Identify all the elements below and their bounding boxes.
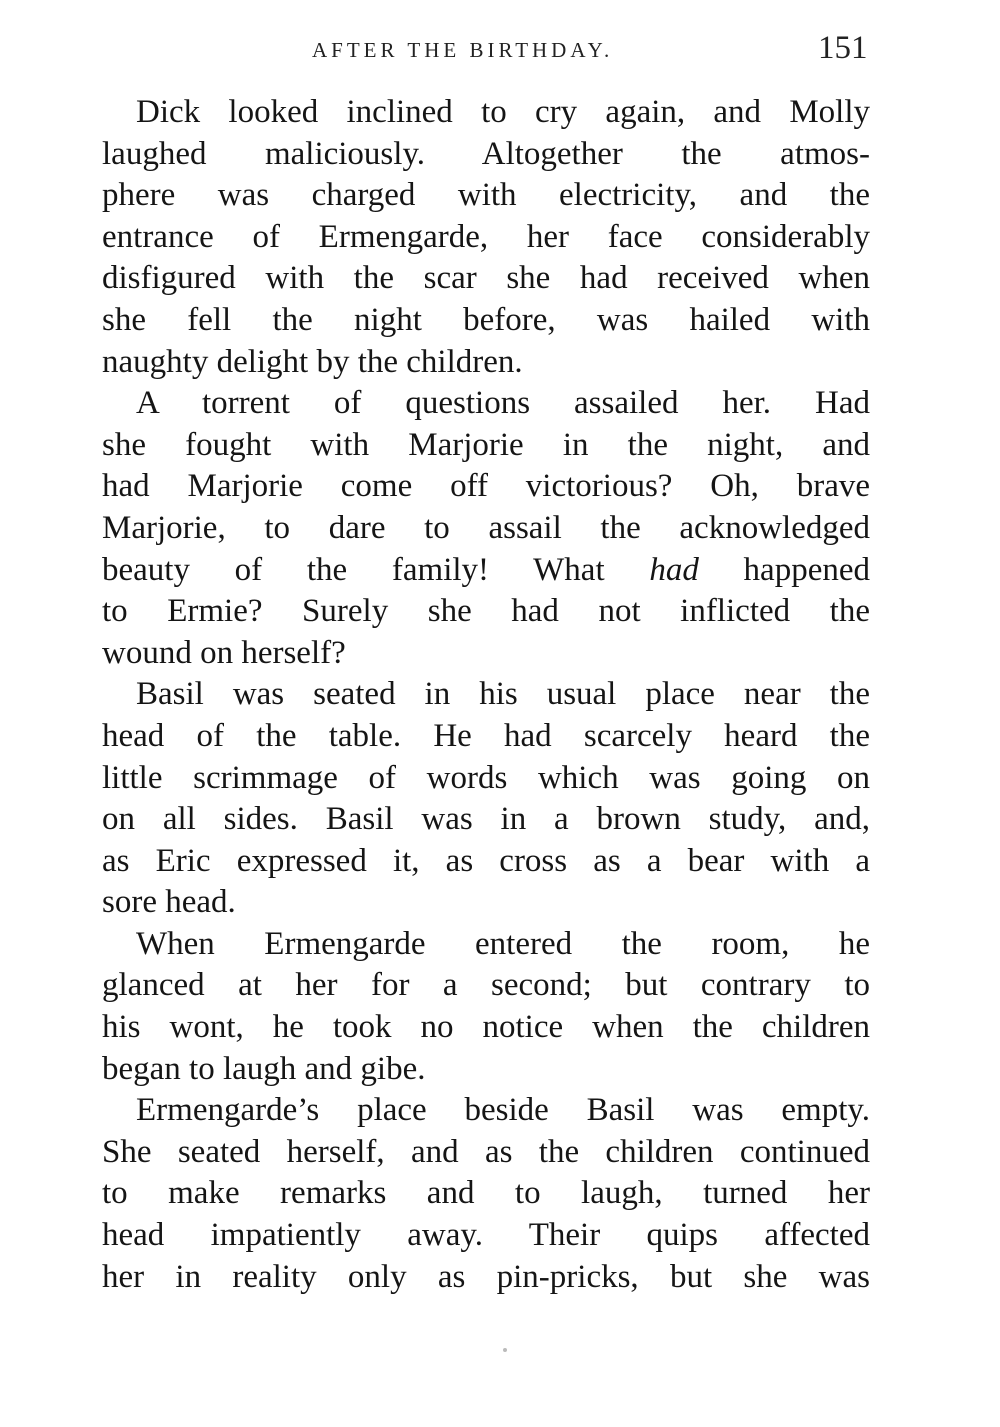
paragraph-2-line-4: Marjorie, to dare to assail the acknowledged bbox=[102, 509, 870, 546]
paragraph-5-line-1: Ermengarde’s place beside Basil was empty. bbox=[136, 1092, 870, 1129]
paragraph-4-line-2: glanced at her for a second; but contrary to bbox=[102, 967, 870, 1004]
paragraph-2-line-5 bbox=[102, 550, 870, 592]
paragraph-5-line-3: to make remarks and to laugh, turned her bbox=[102, 1175, 870, 1212]
body-text bbox=[102, 92, 870, 1298]
line-text-before-italic: beauty of the family! What bbox=[102, 551, 650, 588]
paragraph-3-line-5: as Eric expressed it, as cross as a bear with a bbox=[102, 842, 870, 879]
running-header bbox=[0, 30, 1000, 70]
paragraph-3-line-6: sore head. bbox=[102, 884, 236, 921]
paragraph-5-line-4: head impatiently away. Their quips affected bbox=[102, 1217, 870, 1254]
paragraph-2-line-7: wound on herself? bbox=[102, 634, 346, 671]
line-text-after-italic: happened bbox=[698, 551, 870, 588]
paragraph-3-line-2: head of the table. He had scarcely heard the bbox=[102, 717, 870, 754]
paragraph-1-line-3: phere was charged with electricity, and the bbox=[102, 177, 870, 214]
paragraph-3-line-3: little scrimmage of words which was going on bbox=[102, 759, 870, 796]
paragraph-1-line-5: disfigured with the scar she had received when bbox=[102, 260, 870, 297]
paragraph-2-line-2: she fought with Marjorie in the night, and bbox=[102, 426, 870, 463]
paragraph-5-line-2: She seated herself, and as the children continued bbox=[102, 1133, 870, 1170]
running-title: AFTER THE BIRTHDAY. bbox=[312, 38, 614, 62]
paragraph-1-line-6: she fell the night before, was hailed with bbox=[102, 301, 870, 338]
paragraph-4-line-4: began to laugh and gibe. bbox=[102, 1050, 426, 1087]
italic-word: had bbox=[649, 551, 699, 588]
paragraph-5-line-5: her in reality only as pin-pricks, but she was bbox=[102, 1258, 870, 1295]
paragraph-3-line-1: Basil was seated in his usual place near the bbox=[136, 676, 870, 713]
paragraph-4-line-1: When Ermengarde entered the room, he bbox=[136, 925, 870, 962]
paragraph-1-line-1: Dick looked inclined to cry again, and Molly bbox=[136, 94, 870, 130]
paragraph-2-line-6: to Ermie? Surely she had not inflicted the bbox=[102, 593, 870, 630]
paragraph-1-line-7: naughty delight by the children. bbox=[102, 343, 523, 380]
paragraph-2-line-1: A torrent of questions assailed her. Had bbox=[136, 385, 870, 422]
paragraph-3-line-4: on all sides. Basil was in a brown study, and, bbox=[102, 801, 870, 838]
paragraph-1-line-2: laughed maliciously. Altogether the atmos- bbox=[102, 135, 870, 172]
paragraph-4-line-3: his wont, he took no notice when the children bbox=[102, 1009, 870, 1046]
page-number: 151 bbox=[818, 30, 868, 66]
paragraph-2-line-3: had Marjorie come off victorious? Oh, brave bbox=[102, 468, 870, 505]
paragraph-1-line-4: entrance of Ermengarde, her face considerably bbox=[102, 218, 870, 255]
print-speck bbox=[503, 1348, 507, 1352]
